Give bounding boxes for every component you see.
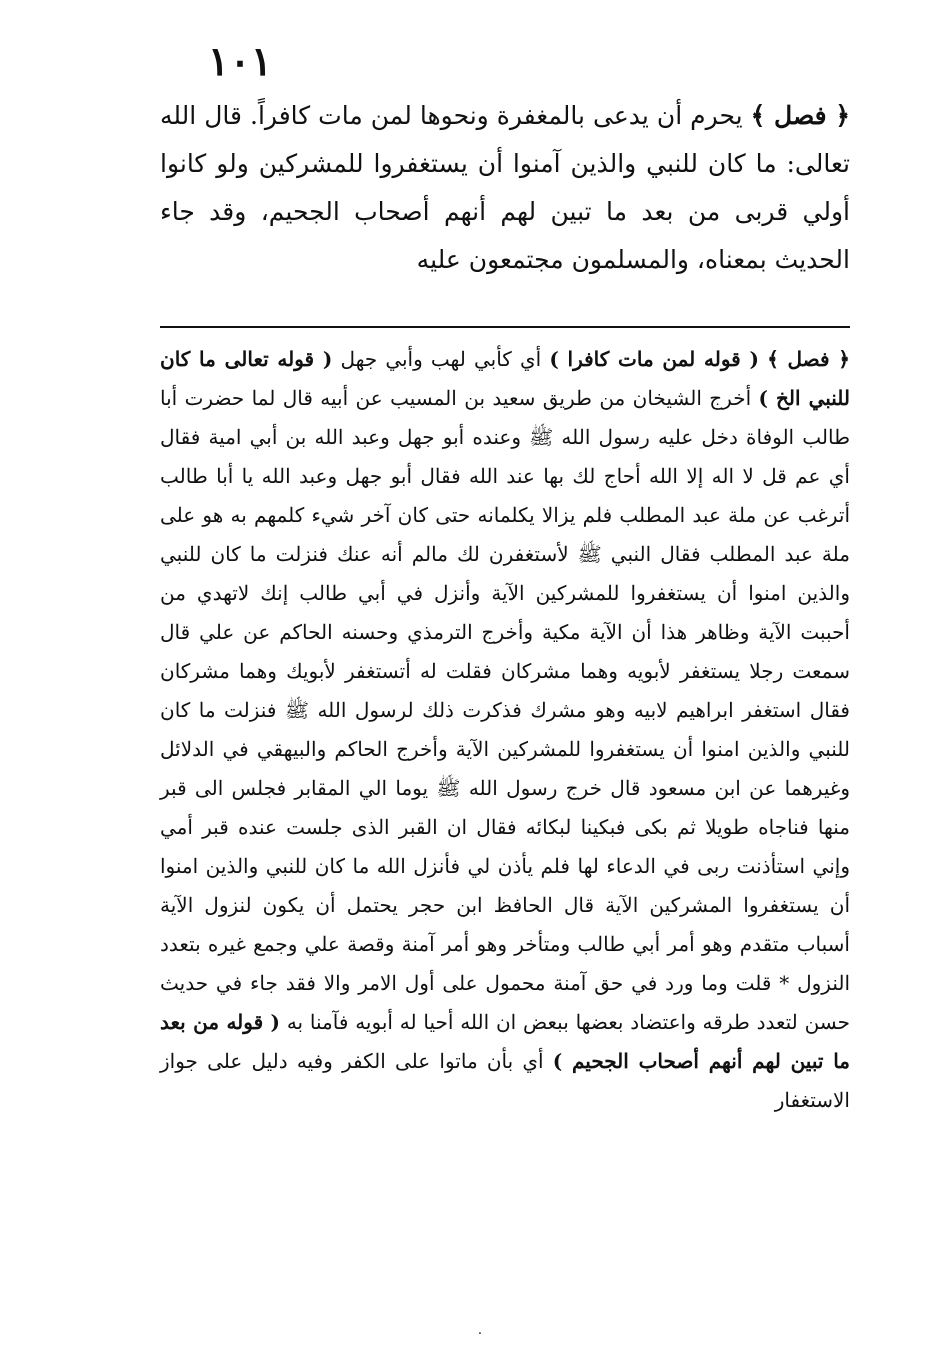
commentary-quote-2: ( قوله تعالى ما كان للنبي الخ ) [160,347,851,410]
commentary-heading: ﴿ فصل ﴾ [767,347,851,371]
commentary-paragraph [160,340,850,1120]
page-number: ١٠١ [207,38,273,85]
commentary-text-3: أي بأن ماتوا على الكفر وفيه دليل على جواز الاستغفار [160,1049,850,1112]
commentary-quote-3: ( قوله من بعد ما تبين لهم أنهم أصحاب الجحيم ) [160,1010,851,1073]
main-text-paragraph [160,92,850,284]
footer-dot: · [477,1326,483,1342]
commentary-text-1: أي كأبي لهب وأبي جهل [340,347,542,371]
commentary-block [160,340,850,1120]
section-heading: ﴿ فصل ﴾ [750,101,850,130]
commentary-text-2: أخرج الشيخان من طريق سعيد بن المسيب عن أبيه قال لما حضرت أبا طالب الوفاة دخل عليه رسول الله ﷺ وعنده أبو جهل وعبد الله بن أبي امية فقال أي عم قل لا اله إلا الله أحاج لك بها عند الله فقال أبو جهل وعبد الله يا أبا طالب أترغب عن ملة عبد المطلب فلم يزالا يكلمانه حتى كان آخر شيء كلمهم به هو على ملة عبد المطلب فقال النبي ﷺ لأستغفرن لك مالم أنه عنك فنزلت ما كان للنبي والذين امنوا أن يستغفروا للمشركين الآية وأنزل في أبي طالب إنك لاتهدي من أحببت الآية وظاهر هذا أن الآية مكية وأخرج الترمذي وحسنه الحاكم عن علي قال سمعت رجلا يستغفر لأبويه وهما مشركان فقلت له أتستغفر لأبويك وهما مشركان فقال استغفر ابراهيم لابيه وهو مشرك فذكرت ذلك لرسول الله ﷺ فنزلت ما كان للنبي والذين امنوا أن يستغفروا للمشركين الآية وأخرج الحاكم والبيهقي في الدلائل وغيرهما عن ابن مسعود قال خرج رسول الله ﷺ يوما الي المقابر فجلس الى قبر منها فناجاه طويلا ثم بكى فبكينا لبكائه فقال ان القبر الذى جلست عنده قبر أمي وإني استأذنت ربى في الدعاء لها فلم يأذن لي فأنزل الله ما كان للنبي والذين امنوا أن يستغفروا المشركين الآية قال الحافظ ابن حجر يحتمل أن يكون لنزول الآية أسباب متقدم وهو أمر أبي طالب ومتأخر وهو أمر آمنة وقصة علي وجمع غيره بتعدد النزول * قلت وما ورد في حق آمنة محمول على أول الامر والا فقد جاء في حديث حسن لتعدد طرقه واعتضاد بعضها ببعض ان الله أحيا له أبويه فآمنا به [160,386,850,1034]
main-text-block [160,92,850,284]
commentary-quote-1: ( قوله لمن مات كافرا ) [549,347,759,371]
divider-line [160,326,850,328]
main-text: يحرم أن يدعى بالمغفرة ونحوها لمن مات كافراً. قال الله تعالى: ما كان للنبي والذين آمنوا أن يستغفروا للمشركين ولو كانوا أولي قربى من بعد ما تبين لهم أنهم أصحاب الجحيم، وقد جاء الحديث بمعناه، والمسلمون مجتمعون عليه [160,101,850,274]
